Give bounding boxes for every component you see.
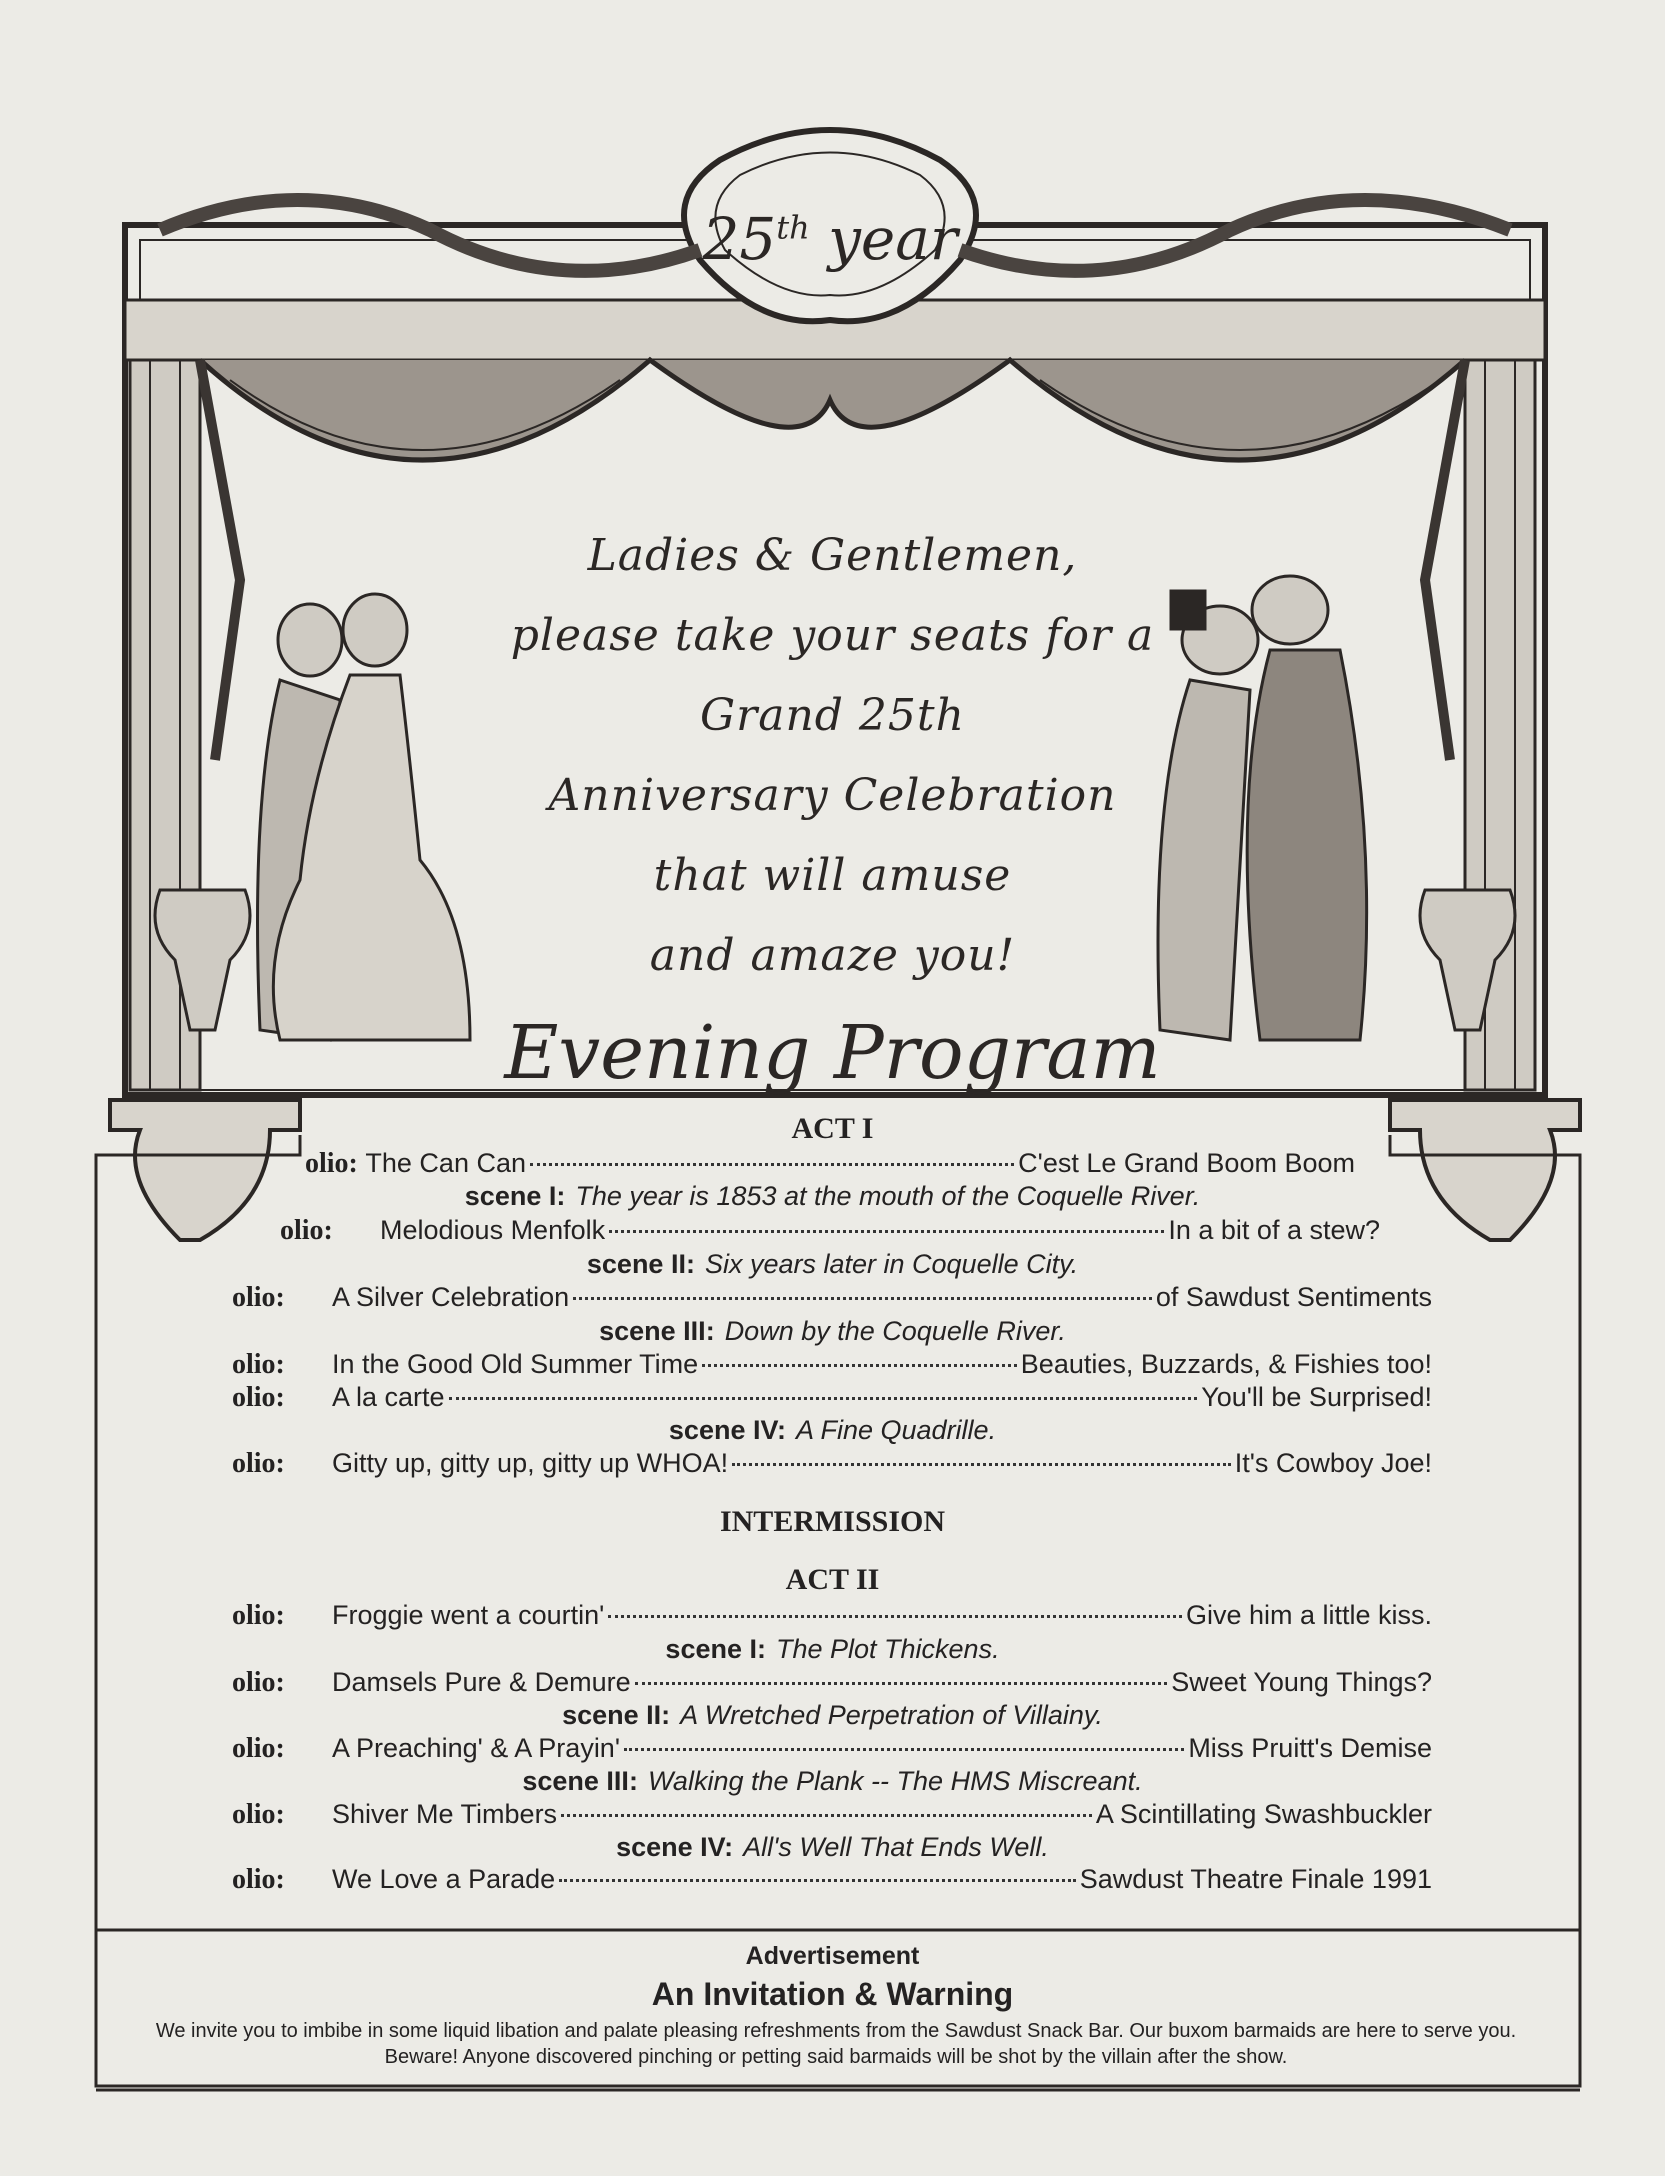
leader-dots [573,1297,1152,1300]
olio-label: olio: [280,1215,333,1246]
scene-text: A Fine Quadrille. [795,1415,997,1445]
scene-text: Down by the Coquelle River. [724,1316,1066,1346]
invitation-line-4: Anniversary Celebration [548,770,1117,821]
olio-title: Melodious Menfolk [380,1215,606,1245]
advertisement-label: Advertisement [745,1942,920,1970]
stamp-word: year [828,205,958,273]
stamp-number: 25 [702,205,777,273]
scene-label: scene III: [522,1766,638,1796]
advertisement-body: We invite you to imbibe in some liquid libation and palate pleasing refreshments from the Sawdust Snack Bar. Our buxom barmaids are here to serve you. Beware! Anyone discovered pinching or petting said barmaids will be shot by the villain after the show. [155,2020,1517,2068]
olio-label: olio: [232,1382,285,1413]
act2-olio-row [232,1600,1432,1632]
scene-label: scene IV: [668,1415,786,1445]
leader-dots [624,1748,1184,1751]
olio-title: A la carte [332,1382,445,1412]
act1-heading: ACT I [791,1112,874,1145]
act1-olio-row [232,1382,1432,1414]
act1-olio-row [280,1215,1380,1247]
act2-scene-row [0,1832,1665,1863]
olio-tail: Sawdust Theatre Finale 1991 [1079,1864,1432,1894]
olio-title: Damsels Pure & Demure [332,1667,631,1697]
act2-scene-row [0,1766,1665,1797]
olio-title: In the Good Old Summer Time [332,1349,699,1379]
act2-olio-row [232,1864,1432,1896]
scene-text: The Plot Thickens. [775,1634,1000,1664]
scene-label: scene IV: [616,1832,734,1862]
leader-dots [561,1814,1092,1817]
olio-tail: C'est Le Grand Boom Boom [1018,1148,1355,1178]
leader-dots [530,1163,1014,1166]
advertisement-title: An Invitation & Warning [651,1976,1014,2012]
act2-olio-row [232,1799,1432,1831]
invitation-line-6: and amaze you! [649,930,1016,981]
scene-label: scene I: [665,1634,766,1664]
leader-dots [449,1397,1198,1400]
olio-label: olio: [305,1148,358,1179]
act1-scene-row [0,1316,1665,1347]
olio-tail: of Sawdust Sentiments [1155,1282,1432,1312]
leader-dots [635,1682,1168,1685]
olio-label: olio: [232,1667,285,1698]
invitation-line-2: please take your seats for a [510,610,1155,661]
leader-dots [609,1230,1164,1233]
olio-tail: You'll be Surprised! [1201,1382,1432,1412]
scene-label: scene II: [562,1700,671,1730]
olio-title: Froggie went a courtin' [332,1600,605,1630]
olio-label: olio: [232,1733,285,1764]
scene-label: scene I: [464,1181,566,1211]
olio-tail: Give him a little kiss. [1185,1600,1432,1630]
anniversary-stamp [700,205,960,273]
act2-heading: ACT II [785,1563,880,1596]
act2-scene-row [0,1700,1665,1731]
act2-olio-row [232,1667,1432,1699]
act1-scene-row [0,1415,1665,1446]
olio-title: Shiver Me Timbers [332,1799,558,1829]
act1-olio-row [232,1282,1432,1314]
olio-title: We Love a Parade [332,1864,556,1894]
invitation-line-5: that will amuse [653,850,1012,901]
olio-tail: Miss Pruitt's Demise [1188,1733,1432,1763]
act1-olio-row [305,1148,1355,1180]
olio-label: olio: [232,1282,285,1313]
leader-dots [608,1615,1182,1618]
intermission-heading: INTERMISSION [719,1505,946,1538]
olio-label: olio: [232,1864,285,1895]
scene-text: Walking the Plank -- The HMS Miscreant. [647,1766,1143,1796]
scene-label: scene II: [586,1249,695,1279]
olio-label: olio: [232,1600,285,1631]
stamp-suffix: th [776,208,810,247]
olio-title: A Preaching' & A Prayin' [332,1733,620,1763]
act1-scene-row [0,1249,1665,1280]
olio-title: The Can Can [365,1148,526,1178]
olio-title: Gitty up, gitty up, gitty up WHOA! [332,1448,729,1478]
olio-label: olio: [232,1799,285,1830]
scene-text: All's Well That Ends Well. [743,1832,1049,1862]
act1-scene-row [0,1181,1665,1212]
olio-label: olio: [232,1448,285,1479]
scene-text: Six years later in Coquelle City. [704,1249,1079,1279]
act1-olio-row [232,1448,1432,1480]
olio-title: A Silver Celebration [332,1282,570,1312]
olio-tail: It's Cowboy Joe! [1234,1448,1432,1478]
leader-dots [732,1463,1231,1466]
scene-text: The year is 1853 at the mouth of the Coquelle River. [575,1181,1201,1211]
olio-tail: Beauties, Buzzards, & Fishies too! [1020,1349,1432,1379]
scene-text: A Wretched Perpetration of Villainy. [680,1700,1103,1730]
olio-tail: Sweet Young Things? [1171,1667,1432,1697]
act2-olio-row [232,1733,1432,1765]
olio-tail: A Scintillating Swashbuckler [1095,1799,1432,1829]
leader-dots [702,1364,1017,1367]
invitation-line-1: Ladies & Gentlemen, [587,530,1078,581]
leader-dots [559,1879,1076,1882]
act2-scene-row [0,1634,1665,1665]
olio-tail: In a bit of a stew? [1168,1215,1380,1245]
act1-olio-row [232,1349,1432,1381]
olio-label: olio: [232,1349,285,1380]
scene-label: scene III: [599,1316,715,1346]
invitation-line-3: Grand 25th [700,690,965,741]
program-title: Evening Program [504,1010,1161,1096]
